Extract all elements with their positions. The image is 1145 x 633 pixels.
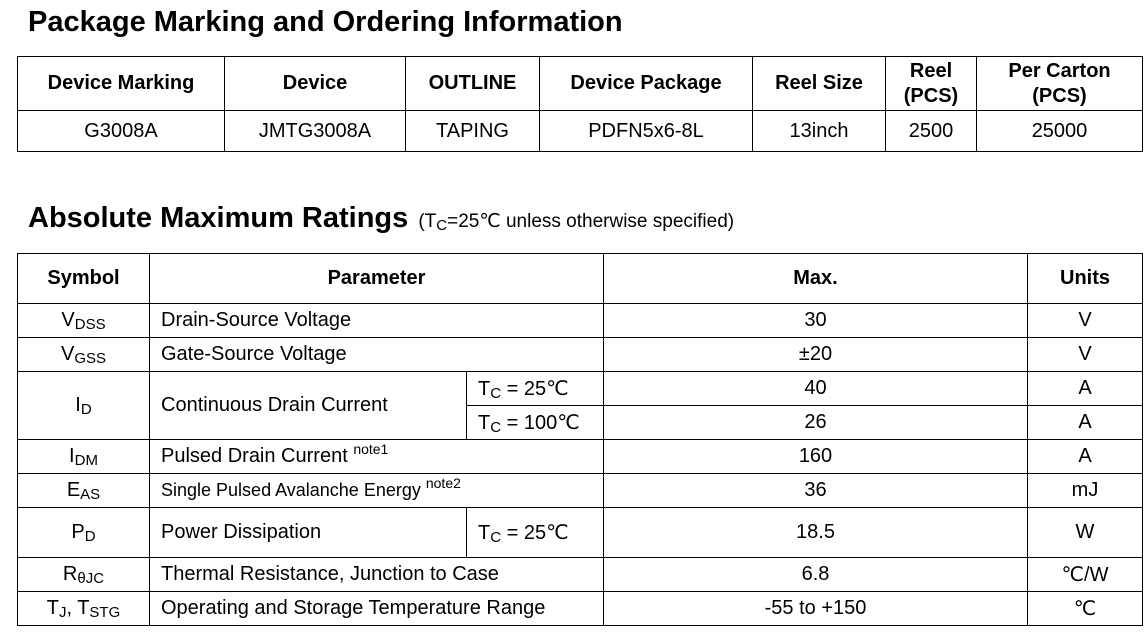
symbol-sub: J: [58, 604, 67, 621]
symbol-separator: , T: [66, 597, 90, 619]
symbol-sub: STG: [89, 604, 121, 621]
footnote-ref: note1: [353, 441, 389, 457]
max-id-25: 40: [604, 372, 1028, 406]
symbol-vdss: [18, 304, 150, 338]
ratings-section-title: [28, 204, 734, 233]
unit-id-100: A: [1028, 406, 1143, 440]
param-id: Continuous Drain Current: [150, 372, 467, 440]
header-per-carton-line1: Per Carton: [1008, 59, 1111, 82]
symbol-id: [18, 372, 150, 440]
symbol-idm: [18, 440, 150, 474]
ordering-header-row: [18, 57, 1143, 111]
condition-pd: [467, 508, 604, 558]
param-text: Pulsed Drain Current: [161, 445, 354, 467]
max-vgss: ±20: [604, 338, 1028, 372]
ratings-table: [17, 253, 1143, 626]
cell-reel-pcs: 2500: [886, 111, 977, 152]
cond-value: = 25℃: [501, 522, 569, 544]
cond-value: = 100℃: [501, 412, 580, 434]
unit-vdss: V: [1028, 304, 1143, 338]
param-vgss: Gate-Source Voltage: [150, 338, 604, 372]
symbol-vgss: [18, 338, 150, 372]
unit-pd: W: [1028, 508, 1143, 558]
symbol-main: P: [71, 521, 85, 543]
symbol-temp: [18, 592, 150, 626]
symbol-main: V: [60, 343, 75, 365]
cell-reel-size: 13inch: [753, 111, 886, 152]
cond-sub: C: [490, 529, 502, 546]
row-idm: [18, 440, 1143, 474]
row-vgss: [18, 338, 1143, 372]
unit-rth: ℃/W: [1028, 558, 1143, 592]
row-vdss: [18, 304, 1143, 338]
ratings-condition-prefix: (T: [418, 211, 437, 232]
ratings-title-text: Absolute Maximum Ratings: [28, 202, 409, 234]
cond-value: = 25℃: [501, 378, 569, 400]
header-reel-size: Reel Size: [753, 57, 886, 111]
cond-main: T: [478, 412, 491, 434]
header-device-marking: Device Marking: [18, 57, 225, 111]
ratings-condition-suffix: =25℃ unless otherwise specified): [447, 211, 735, 232]
param-rth: Thermal Resistance, Junction to Case: [150, 558, 604, 592]
symbol-sub: AS: [80, 486, 101, 503]
header-device: Device: [225, 57, 406, 111]
ratings-condition-note: [418, 211, 734, 232]
header-symbol: Symbol: [18, 254, 150, 304]
cell-device: JMTG3008A: [225, 111, 406, 152]
cell-device-package: PDFN5x6-8L: [540, 111, 753, 152]
header-max: Max.: [604, 254, 1028, 304]
ordering-table: [17, 56, 1143, 152]
max-idm: 160: [604, 440, 1028, 474]
header-per-carton: [977, 57, 1143, 111]
footnote-ref: note2: [425, 475, 461, 491]
header-reel-pcs-line1: Reel: [909, 59, 953, 82]
symbol-sub: DSS: [74, 316, 106, 333]
header-device-package: Device Package: [540, 57, 753, 111]
row-id-25: [18, 372, 1143, 406]
header-reel-pcs: [886, 57, 977, 111]
symbol-main: T: [46, 597, 59, 619]
symbol-sub: θJC: [77, 570, 105, 587]
param-pd: Power Dissipation: [150, 508, 467, 558]
symbol-main: I: [75, 394, 81, 416]
condition-id-25: [467, 372, 604, 406]
symbol-main: R: [62, 563, 78, 585]
condition-id-100: [467, 406, 604, 440]
symbol-eas: [18, 474, 150, 508]
max-eas: 36: [604, 474, 1028, 508]
unit-vgss: V: [1028, 338, 1143, 372]
header-per-carton-line2: (PCS): [1032, 84, 1087, 107]
ratings-condition-sub: C: [436, 217, 448, 234]
param-eas: [150, 474, 604, 508]
ordering-data-row: [18, 111, 1143, 152]
header-outline: OUTLINE: [406, 57, 540, 111]
header-parameter: Parameter: [150, 254, 604, 304]
param-text: Single Pulsed Avalanche Energy: [161, 480, 426, 500]
ordering-section-title: Package Marking and Ordering Information: [28, 6, 623, 38]
row-rth: [18, 558, 1143, 592]
cond-main: T: [478, 522, 491, 544]
unit-id-25: A: [1028, 372, 1143, 406]
symbol-sub: DM: [74, 452, 98, 469]
symbol-rth: [18, 558, 150, 592]
symbol-pd: [18, 508, 150, 558]
symbol-main: I: [69, 445, 75, 467]
param-idm: [150, 440, 604, 474]
cond-sub: C: [490, 385, 502, 402]
max-pd: 18.5: [604, 508, 1028, 558]
cell-device-marking: G3008A: [18, 111, 225, 152]
cell-outline: TAPING: [406, 111, 540, 152]
param-vdss: Drain-Source Voltage: [150, 304, 604, 338]
row-temp: [18, 592, 1143, 626]
max-id-100: 26: [604, 406, 1028, 440]
header-units: Units: [1028, 254, 1143, 304]
symbol-main: V: [61, 309, 75, 331]
cond-sub: C: [490, 419, 502, 436]
max-vdss: 30: [604, 304, 1028, 338]
unit-eas: mJ: [1028, 474, 1143, 508]
row-eas: [18, 474, 1143, 508]
row-pd: [18, 508, 1143, 558]
cell-per-carton: 25000: [977, 111, 1143, 152]
param-temp: Operating and Storage Temperature Range: [150, 592, 604, 626]
symbol-sub: D: [80, 401, 92, 418]
max-rth: 6.8: [604, 558, 1028, 592]
symbol-sub: D: [84, 528, 96, 545]
symbol-sub: GSS: [74, 350, 107, 367]
unit-temp: ℃: [1028, 592, 1143, 626]
symbol-main: E: [66, 479, 81, 501]
header-reel-pcs-line2: (PCS): [903, 84, 959, 107]
unit-idm: A: [1028, 440, 1143, 474]
cond-main: T: [478, 378, 491, 400]
ratings-header-row: [18, 254, 1143, 304]
max-temp: -55 to +150: [604, 592, 1028, 626]
